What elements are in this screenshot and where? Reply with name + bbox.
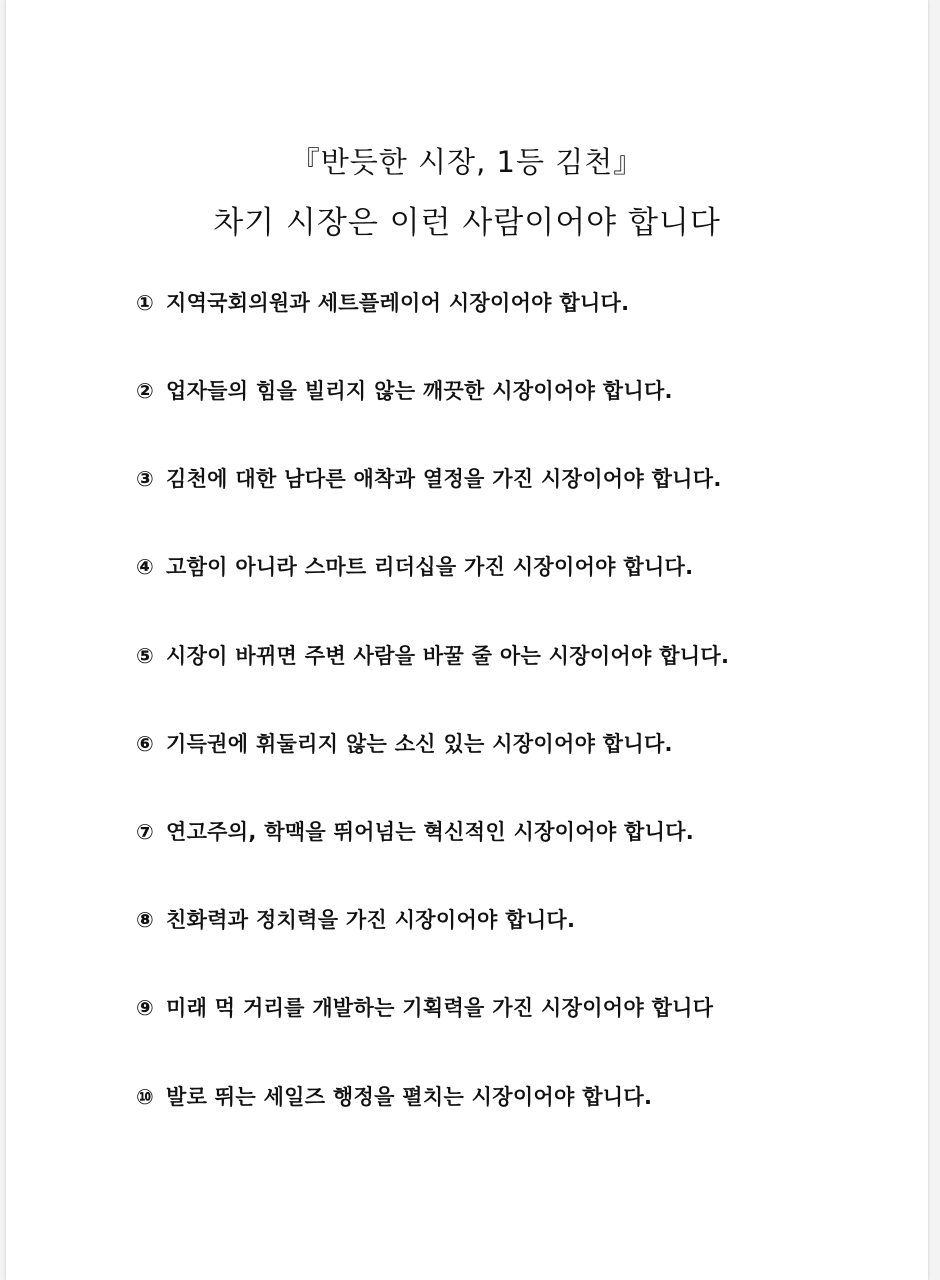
item-text: 기득권에 휘둘리지 않는 소신 있는 시장이어야 합니다. bbox=[166, 732, 673, 756]
item-number: ① bbox=[136, 291, 155, 315]
document-title: 『반듯한 시장, 1등 김천』 bbox=[290, 145, 644, 179]
item-text: 업자들의 힘을 빌리지 않는 깨끗한 시장이어야 합니다. bbox=[166, 379, 673, 403]
item-number: ④ bbox=[136, 555, 155, 579]
item-number: ② bbox=[136, 379, 155, 403]
list-item bbox=[136, 1083, 652, 1111]
item-text: 연고주의, 학맥을 뛰어넘는 혁신적인 시장이어야 합니다. bbox=[166, 820, 695, 844]
item-number: ⑩ bbox=[136, 1085, 155, 1109]
item-number: ⑥ bbox=[136, 732, 155, 756]
list-item bbox=[136, 994, 713, 1022]
list-item bbox=[136, 730, 673, 758]
document-subtitle: 차기 시장은 이런 사람이어야 합니다 bbox=[213, 205, 721, 241]
item-text: 시장이 바뀌면 주변 사람을 바꿀 줄 아는 시장이어야 합니다. bbox=[166, 644, 730, 668]
document-page bbox=[6, 0, 928, 1280]
list-item bbox=[136, 377, 673, 405]
item-number: ③ bbox=[136, 467, 155, 491]
item-text: 고함이 아니라 스마트 리더십을 가진 시장이어야 합니다. bbox=[166, 555, 694, 579]
list-item bbox=[136, 642, 729, 670]
item-number: ⑦ bbox=[136, 820, 155, 844]
item-number: ⑨ bbox=[136, 996, 155, 1020]
item-text: 발로 뛰는 세일즈 행정을 펼치는 시장이어야 합니다. bbox=[166, 1085, 653, 1109]
list-item bbox=[136, 553, 693, 581]
list-item bbox=[136, 289, 629, 317]
item-number: ⑤ bbox=[136, 644, 155, 668]
item-text: 김천에 대한 남다른 애착과 열정을 가진 시장이어야 합니다. bbox=[166, 467, 722, 491]
list-item bbox=[136, 906, 575, 934]
item-number: ⑧ bbox=[136, 908, 155, 932]
list-item bbox=[136, 818, 694, 846]
item-text: 친화력과 정치력을 가진 시장이어야 합니다. bbox=[166, 908, 576, 932]
item-text: 미래 먹 거리를 개발하는 기획력을 가진 시장이어야 합니다 bbox=[166, 996, 714, 1020]
item-text: 지역국회의원과 세트플레이어 시장이어야 합니다. bbox=[166, 291, 630, 315]
list-item bbox=[136, 465, 722, 493]
